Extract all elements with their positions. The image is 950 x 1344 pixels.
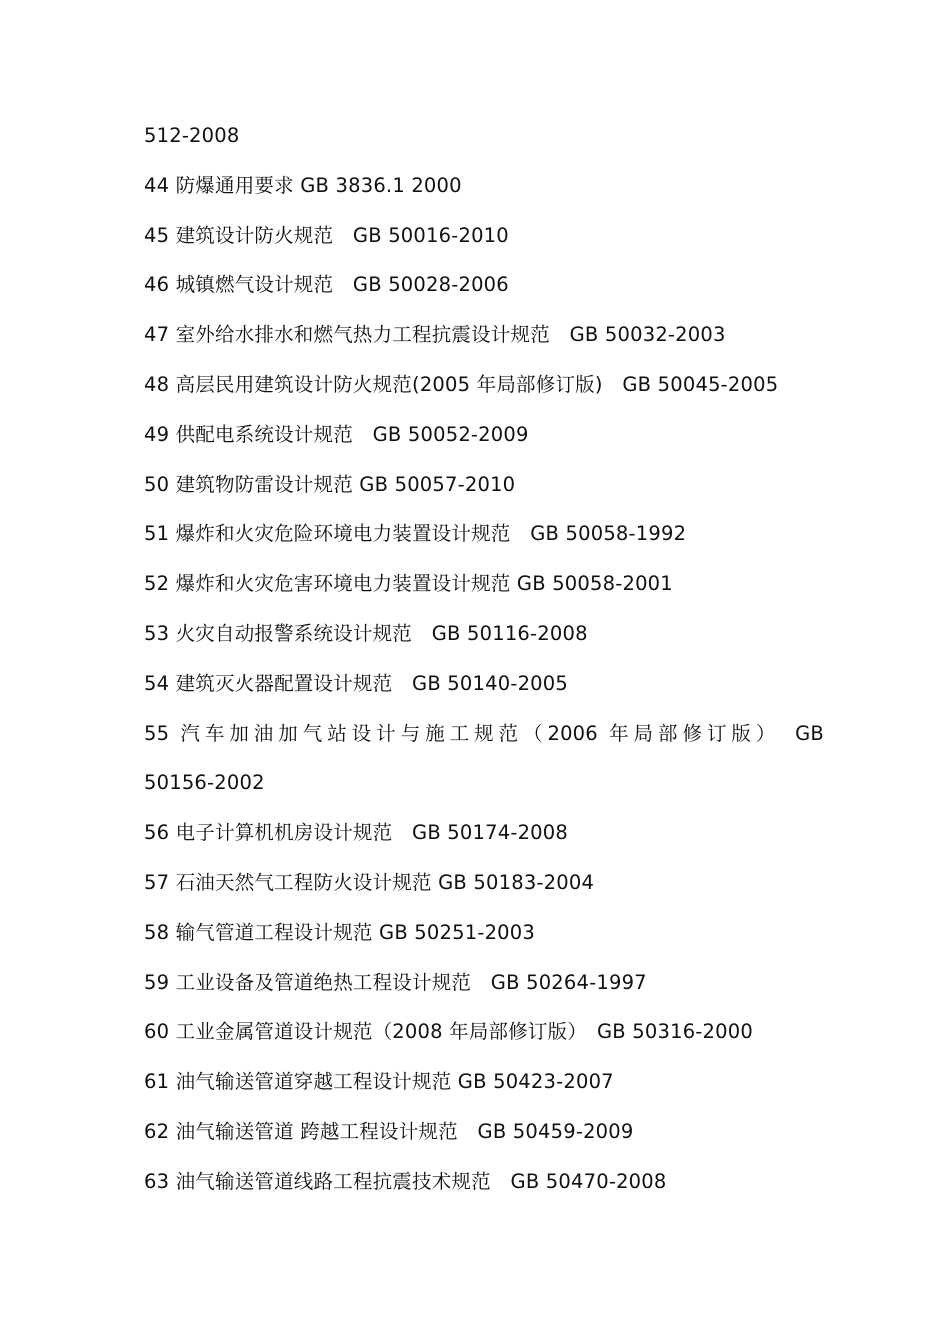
list-item: 53 火灾自动报警系统设计规范 GB 50116-2008 [144,621,588,645]
list-item: 62 油气输送管道 跨越工程设计规范 GB 50459-2009 [144,1119,634,1143]
list-item: 57 石油天然气工程防火设计规范 GB 50183-2004 [144,870,595,894]
list-item: 61 油气输送管道穿越工程设计规范 GB 50423-2007 [144,1070,614,1094]
list-item: 50 建筑物防雷设计规范 GB 50057-2010 [144,472,516,496]
list-item: 50156-2002 [144,771,265,795]
list-item: 54 建筑灭火器配置设计规范 GB 50140-2005 [144,671,568,695]
list-item: 51 爆炸和火灾危险环境电力装置设计规范 GB 50058-1992 [144,522,687,546]
list-item: 58 输气管道工程设计规范 GB 50251-2003 [144,920,535,944]
list-item: 52 爆炸和火灾危害环境电力装置设计规范 GB 50058-2001 [144,572,673,596]
list-item: 512-2008 [144,124,240,147]
list-item: 59 工业设备及管道绝热工程设计规范 GB 50264-1997 [144,970,647,994]
list-item: 49 供配电系统设计规范 GB 50052-2009 [144,422,529,446]
list-item: 47 室外给水排水和燃气热力工程抗震设计规范 GB 50032-2003 [144,323,726,347]
list-item: 48 高层民用建筑设计防火规范(2005 年局部修订版) GB 50045-2005 [144,372,779,396]
list-item: 45 建筑设计防火规范 GB 50016-2010 [144,223,509,247]
list-item: 46 城镇燃气设计规范 GB 50028-2006 [144,273,509,297]
list-item: 63 油气输送管道线路工程抗震技术规范 GB 50470-2008 [144,1169,667,1193]
list-item: 60 工业金属管道设计规范（2008 年局部修订版） GB 50316-2000 [144,1020,753,1044]
list-item: 44 防爆通用要求 GB 3836.1 2000 [144,173,462,197]
list-item: 55 汽车加油加气站设计与施工规范（2006 年局部修订版） GB [144,721,824,745]
standards-list [144,122,824,1218]
list-item: 56 电子计算机机房设计规范 GB 50174-2008 [144,821,568,845]
